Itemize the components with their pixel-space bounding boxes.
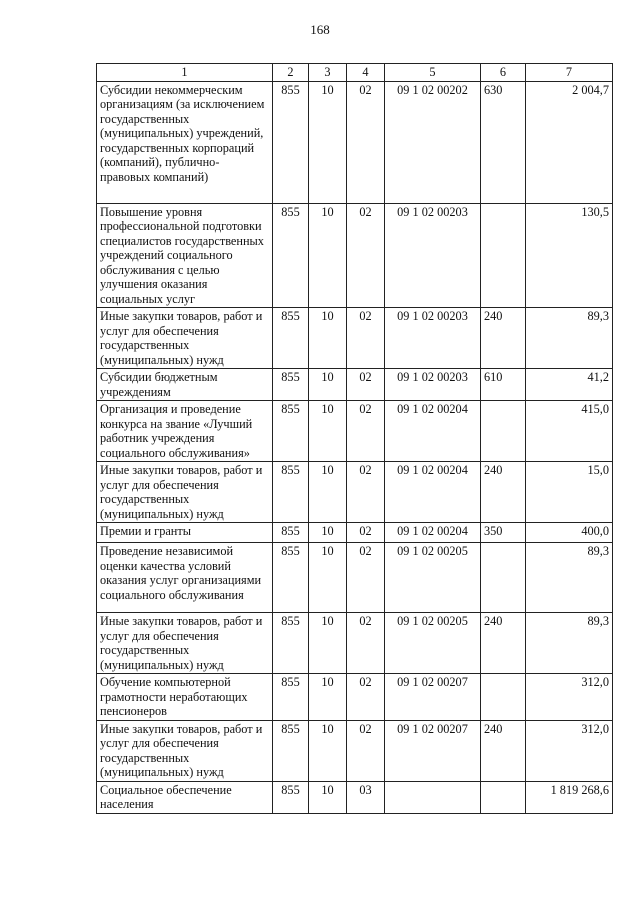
row-csr: 09 1 02 00202 [385, 81, 481, 203]
table-row [97, 543, 613, 613]
row-pr: 02 [347, 613, 385, 674]
row-sum: 1 819 268,6 [526, 781, 613, 813]
column-header-3: 3 [309, 64, 347, 82]
row-csr: 09 1 02 00203 [385, 203, 481, 308]
column-header-4: 4 [347, 64, 385, 82]
row-rz: 10 [309, 369, 347, 401]
row-rz: 10 [309, 401, 347, 462]
row-gr: 855 [273, 613, 309, 674]
row-vr: 630 [481, 81, 526, 203]
row-csr: 09 1 02 00205 [385, 543, 481, 613]
row-pr: 02 [347, 720, 385, 781]
row-rz: 10 [309, 308, 347, 369]
row-pr: 02 [347, 674, 385, 721]
row-vr: 610 [481, 369, 526, 401]
row-rz: 10 [309, 523, 347, 543]
row-name: Проведение независимой оценки качества условий оказания услуг организациями социального обслуживания [97, 543, 273, 613]
row-vr: 240 [481, 462, 526, 523]
row-sum: 15,0 [526, 462, 613, 523]
row-pr: 02 [347, 203, 385, 308]
row-vr [481, 203, 526, 308]
row-sum: 2 004,7 [526, 81, 613, 203]
row-csr: 09 1 02 00203 [385, 369, 481, 401]
row-csr: 09 1 02 00207 [385, 674, 481, 721]
row-sum: 89,3 [526, 308, 613, 369]
row-rz: 10 [309, 543, 347, 613]
row-pr: 02 [347, 308, 385, 369]
row-csr [385, 781, 481, 813]
table-row [97, 308, 613, 369]
row-csr: 09 1 02 00204 [385, 462, 481, 523]
row-gr: 855 [273, 401, 309, 462]
row-pr: 02 [347, 401, 385, 462]
row-pr: 03 [347, 781, 385, 813]
row-vr [481, 543, 526, 613]
budget-table [96, 63, 613, 814]
row-name: Социальное обеспечение населения [97, 781, 273, 813]
row-vr [481, 674, 526, 721]
row-gr: 855 [273, 781, 309, 813]
row-pr: 02 [347, 543, 385, 613]
page-number: 168 [310, 22, 330, 37]
row-name: Субсидии бюджетным учреждениям [97, 369, 273, 401]
row-sum: 415,0 [526, 401, 613, 462]
table-row [97, 401, 613, 462]
row-name: Премии и гранты [97, 523, 273, 543]
row-csr: 09 1 02 00203 [385, 308, 481, 369]
row-name: Иные закупки товаров, работ и услуг для обеспечения государственных (муниципальных) нужд [97, 613, 273, 674]
row-name: Обучение компьютерной грамотности неработающих пенсионеров [97, 674, 273, 721]
row-gr: 855 [273, 462, 309, 523]
row-pr: 02 [347, 462, 385, 523]
row-rz: 10 [309, 203, 347, 308]
row-name: Иные закупки товаров, работ и услуг для обеспечения государственных (муниципальных) нужд [97, 720, 273, 781]
row-vr: 350 [481, 523, 526, 543]
column-header-2: 2 [273, 64, 309, 82]
table-row [97, 203, 613, 308]
table-header-row [97, 64, 613, 82]
row-pr: 02 [347, 369, 385, 401]
row-vr: 240 [481, 720, 526, 781]
column-header-7: 7 [526, 64, 613, 82]
table-row [97, 781, 613, 813]
row-gr: 855 [273, 720, 309, 781]
row-gr: 855 [273, 369, 309, 401]
row-name: Иные закупки товаров, работ и услуг для обеспечения государственных (муниципальных) нужд [97, 462, 273, 523]
column-header-5: 5 [385, 64, 481, 82]
row-csr: 09 1 02 00204 [385, 523, 481, 543]
row-rz: 10 [309, 781, 347, 813]
row-sum: 89,3 [526, 613, 613, 674]
row-vr [481, 401, 526, 462]
row-sum: 89,3 [526, 543, 613, 613]
row-gr: 855 [273, 543, 309, 613]
row-sum: 400,0 [526, 523, 613, 543]
column-header-6: 6 [481, 64, 526, 82]
row-pr: 02 [347, 81, 385, 203]
row-name: Иные закупки товаров, работ и услуг для обеспечения государственных (муниципальных) нужд [97, 308, 273, 369]
row-csr: 09 1 02 00205 [385, 613, 481, 674]
table-row [97, 523, 613, 543]
row-name: Субсидии некоммерческим организациям (за исключением государственных (муниципальных) учреждений, государственных корпораций (компаний), публично-правовых компаний) [97, 81, 273, 203]
column-header-1: 1 [97, 64, 273, 82]
row-gr: 855 [273, 203, 309, 308]
table-row [97, 720, 613, 781]
row-gr: 855 [273, 523, 309, 543]
table-row [97, 674, 613, 721]
row-sum: 312,0 [526, 674, 613, 721]
row-rz: 10 [309, 613, 347, 674]
row-sum: 130,5 [526, 203, 613, 308]
row-name: Повышение уровня профессиональной подготовки специалистов государственных учреждений социального обслуживания с целью улучшения оказания социальных услуг [97, 203, 273, 308]
row-csr: 09 1 02 00204 [385, 401, 481, 462]
table-row [97, 462, 613, 523]
row-rz: 10 [309, 674, 347, 721]
row-name: Организация и проведение конкурса на звание «Лучший работник учреждения социального обслуживания» [97, 401, 273, 462]
row-vr: 240 [481, 613, 526, 674]
row-rz: 10 [309, 81, 347, 203]
row-csr: 09 1 02 00207 [385, 720, 481, 781]
table-row [97, 81, 613, 203]
row-pr: 02 [347, 523, 385, 543]
row-gr: 855 [273, 308, 309, 369]
table-row [97, 613, 613, 674]
table-row [97, 369, 613, 401]
row-sum: 41,2 [526, 369, 613, 401]
row-sum: 312,0 [526, 720, 613, 781]
row-gr: 855 [273, 674, 309, 721]
row-vr [481, 781, 526, 813]
row-vr: 240 [481, 308, 526, 369]
row-gr: 855 [273, 81, 309, 203]
row-rz: 10 [309, 462, 347, 523]
row-rz: 10 [309, 720, 347, 781]
